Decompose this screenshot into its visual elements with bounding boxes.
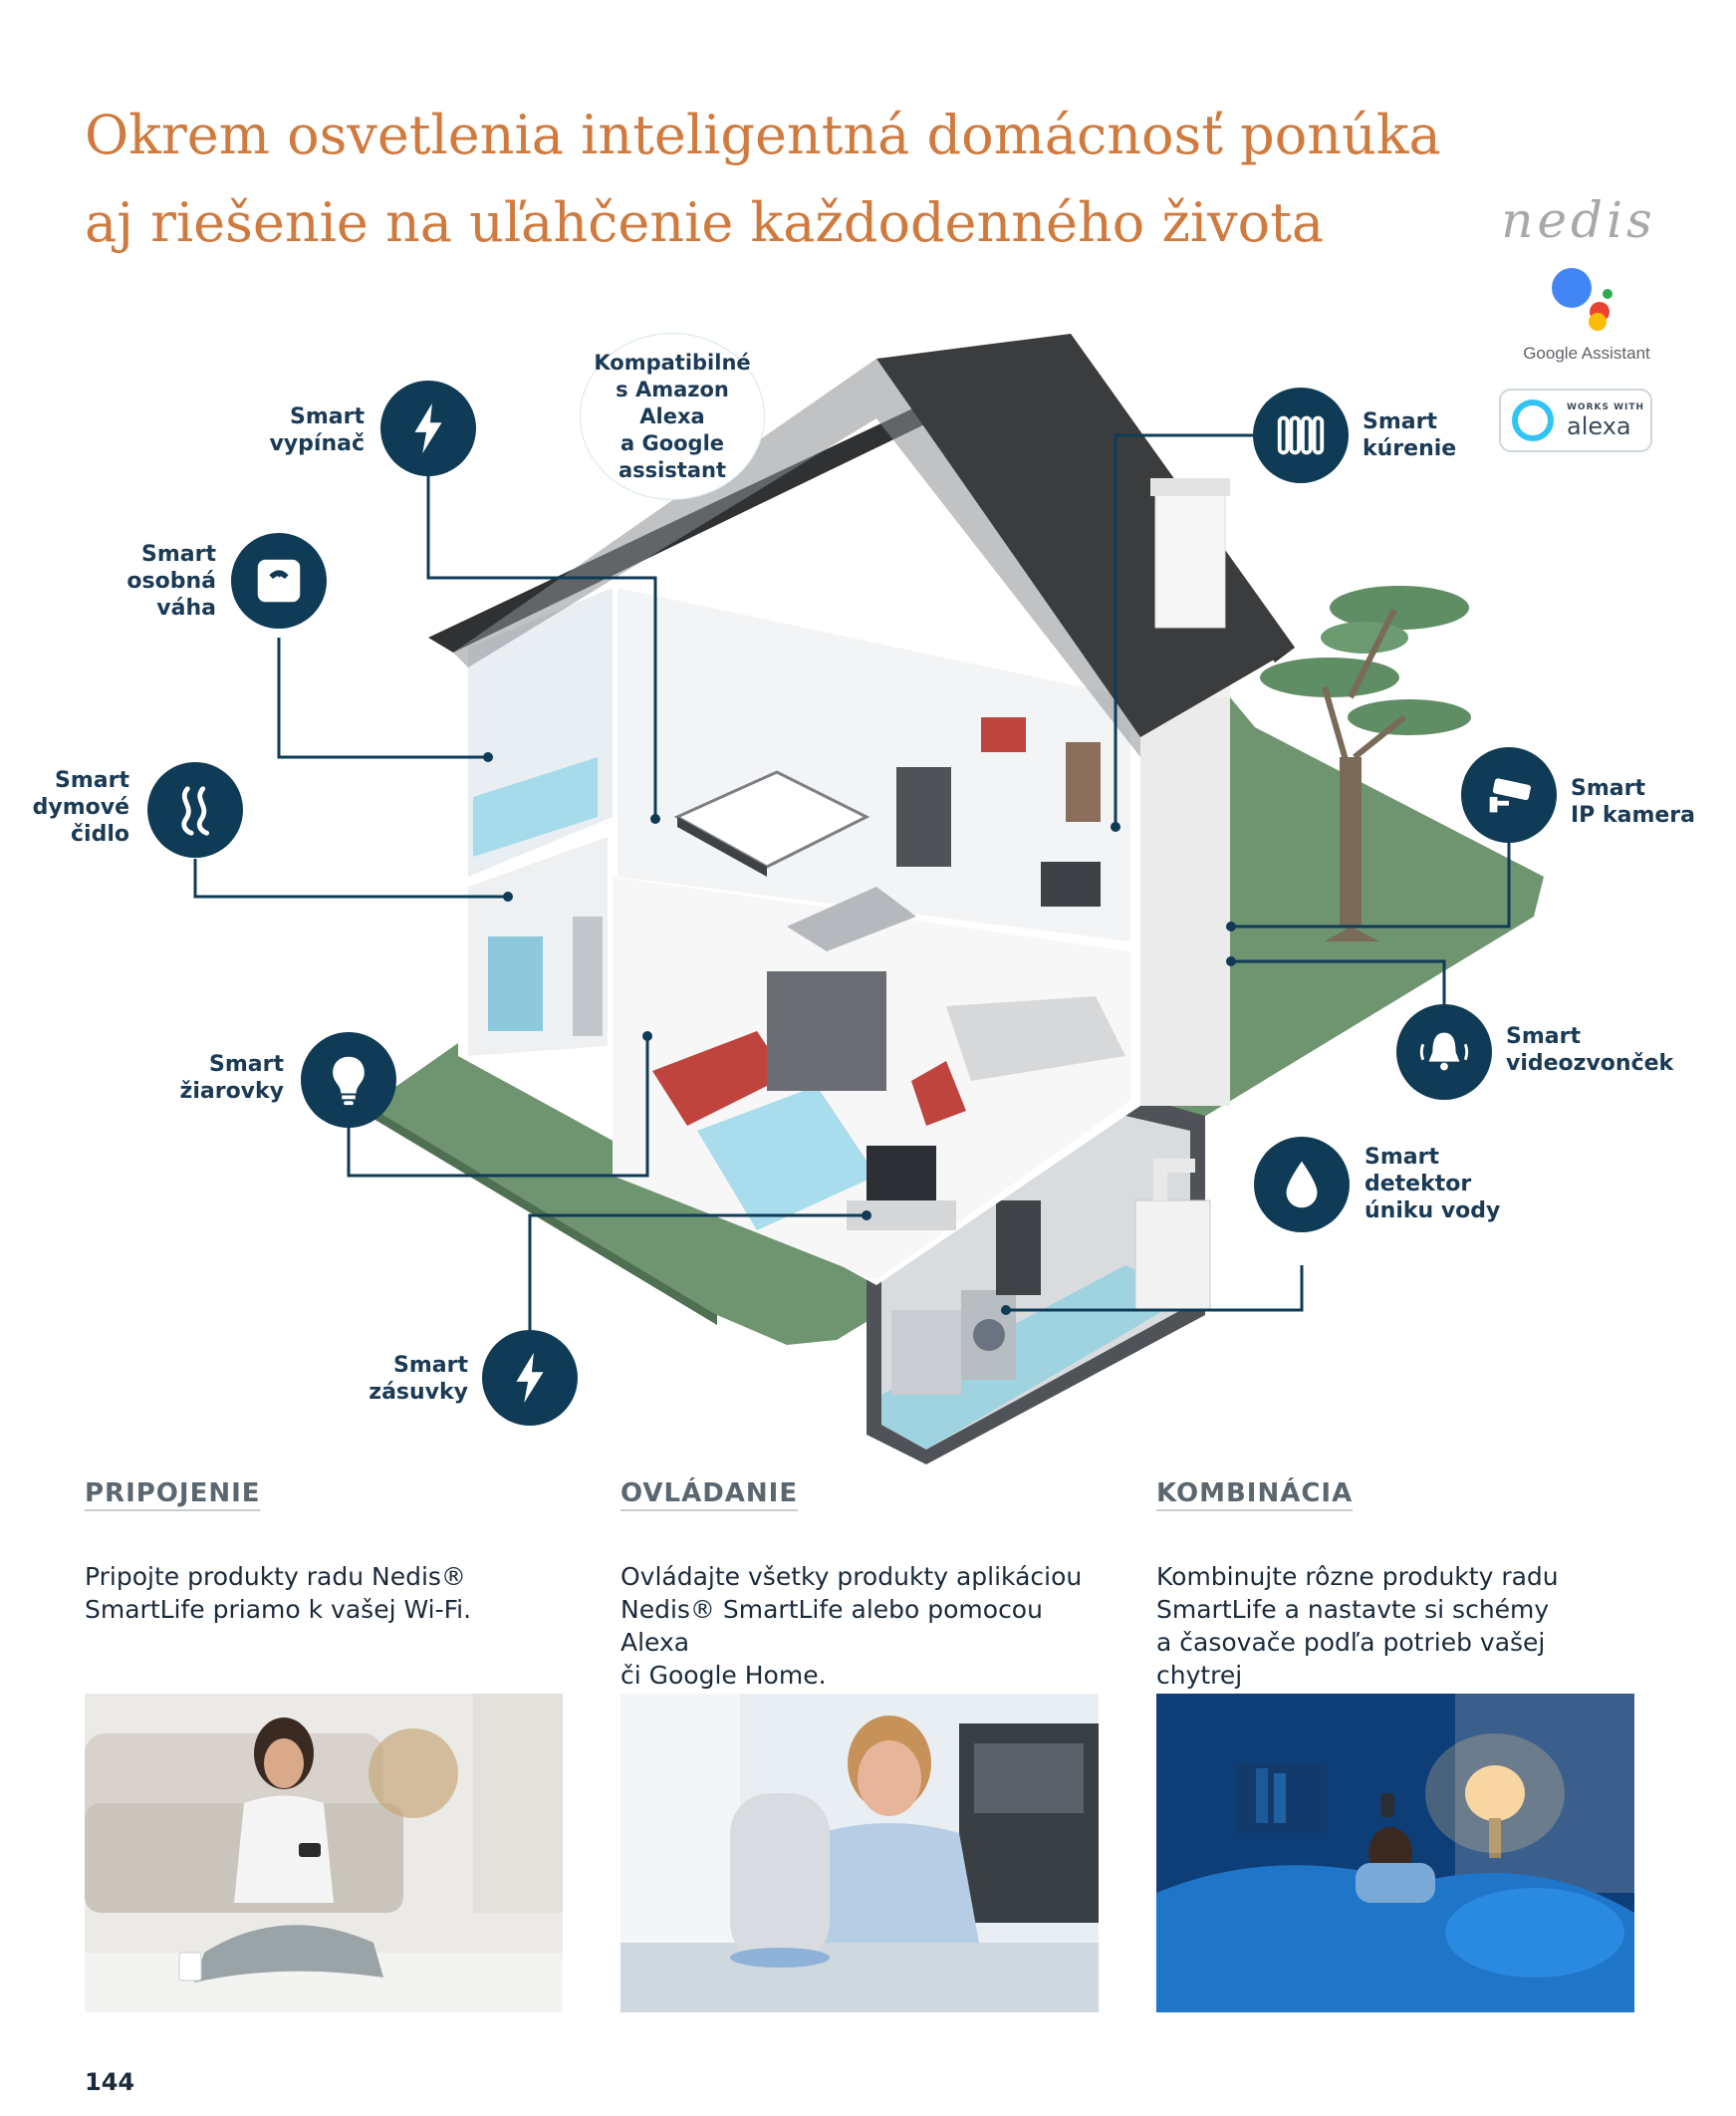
photo-woman-bed-night xyxy=(1156,1694,1634,2012)
bell-icon xyxy=(1396,1004,1492,1100)
section-text-line: Pripojte produkty radu Nedis® xyxy=(85,1562,466,1591)
section-ovladanie xyxy=(620,1478,1099,1692)
water-line-3: úniku vody xyxy=(1364,1198,1501,1223)
section-text-line: či Google Home. xyxy=(620,1661,827,1690)
label-smart-camera xyxy=(1571,775,1720,829)
switch-line-1: Smart xyxy=(290,404,365,429)
smoke-line-2: dymové xyxy=(32,795,129,820)
label-smart-scale xyxy=(100,541,216,622)
google-assistant-text: Google Assistant xyxy=(1523,344,1650,363)
water-line-1: Smart xyxy=(1364,1145,1439,1170)
water-drop-icon xyxy=(1254,1137,1350,1232)
section-pripojenie xyxy=(85,1478,563,1626)
smoke-icon xyxy=(147,762,243,858)
scale-line-2: osobná xyxy=(126,569,216,594)
page-number: 144 xyxy=(85,2068,135,2096)
lightning-icon xyxy=(380,381,476,476)
label-smart-switch xyxy=(235,403,365,457)
section-text-line: a časovače podľa potrieb vašej chytrej xyxy=(1156,1628,1546,1690)
label-smart-smoke xyxy=(30,767,129,848)
radiator-icon xyxy=(1253,388,1349,483)
section-kombinacia xyxy=(1156,1478,1634,1724)
smoke-line-3: čidlo xyxy=(71,822,129,847)
photo-woman-phone-floor xyxy=(85,1694,563,2012)
camera-line-2: IP kamera xyxy=(1571,803,1695,828)
section-text-line: Nedis® SmartLife alebo pomocou Alexa xyxy=(620,1595,1043,1657)
alexa-works-with: WORKS WITH xyxy=(1567,402,1645,412)
section-title: OVLÁDANIE xyxy=(620,1478,799,1508)
doorbell-line-2: videozvonček xyxy=(1506,1051,1674,1076)
section-title: PRIPOJENIE xyxy=(85,1478,261,1508)
label-smart-heating xyxy=(1363,408,1482,462)
nedis-logo: nedis xyxy=(1501,191,1656,249)
alexa-wordmark: alexa xyxy=(1567,412,1631,440)
headline-line-2: aj riešenie na uľahčenie každodenného života xyxy=(85,191,1325,254)
switch-line-2: vypínač xyxy=(269,431,365,456)
bulbs-line-1: Smart xyxy=(209,1052,284,1077)
bulbs-line-2: žiarovky xyxy=(179,1079,284,1104)
sockets-line-1: Smart xyxy=(393,1353,468,1378)
compatibility-bubble xyxy=(580,333,765,500)
compat-line-1: Kompatibilné xyxy=(594,350,751,375)
section-title: KOMBINÁCIA xyxy=(1156,1478,1354,1508)
compat-line-2: s Amazon Alexa xyxy=(616,377,729,428)
section-text-line: SmartLife priamo k vašej Wi-Fi. xyxy=(85,1595,472,1624)
label-smart-bulbs xyxy=(169,1051,284,1105)
compat-line-4: assistant xyxy=(618,457,727,482)
compat-line-3: a Google xyxy=(620,430,725,455)
label-smart-doorbell xyxy=(1506,1023,1685,1077)
label-smart-sockets xyxy=(359,1352,468,1406)
water-line-2: detektor xyxy=(1364,1172,1472,1196)
photo-smart-speaker-woman xyxy=(620,1694,1099,2012)
smoke-line-1: Smart xyxy=(55,768,129,793)
camera-icon xyxy=(1461,747,1557,843)
section-text-line: SmartLife a nastavte si schémy xyxy=(1156,1595,1550,1624)
sockets-line-2: zásuvky xyxy=(369,1380,468,1405)
lightbulb-icon xyxy=(301,1032,396,1128)
section-text-line: Kombinujte rôzne produkty radu xyxy=(1156,1562,1559,1591)
camera-line-1: Smart xyxy=(1571,776,1645,801)
scale-line-1: Smart xyxy=(141,542,216,567)
heating-line-1: Smart xyxy=(1363,409,1437,434)
headline-line-1: Okrem osvetlenia inteligentná domácnosť ponúka xyxy=(85,104,1441,166)
label-smart-water xyxy=(1364,1144,1524,1224)
section-text-line: Ovládajte všetky produkty aplikáciou xyxy=(620,1562,1083,1591)
scale-icon xyxy=(231,533,327,629)
section-text xyxy=(620,1560,1099,1692)
scale-line-3: váha xyxy=(156,596,216,621)
doorbell-line-1: Smart xyxy=(1506,1024,1581,1049)
heating-line-2: kúrenie xyxy=(1363,436,1457,461)
lightning-icon xyxy=(482,1330,578,1426)
section-text xyxy=(85,1560,563,1626)
